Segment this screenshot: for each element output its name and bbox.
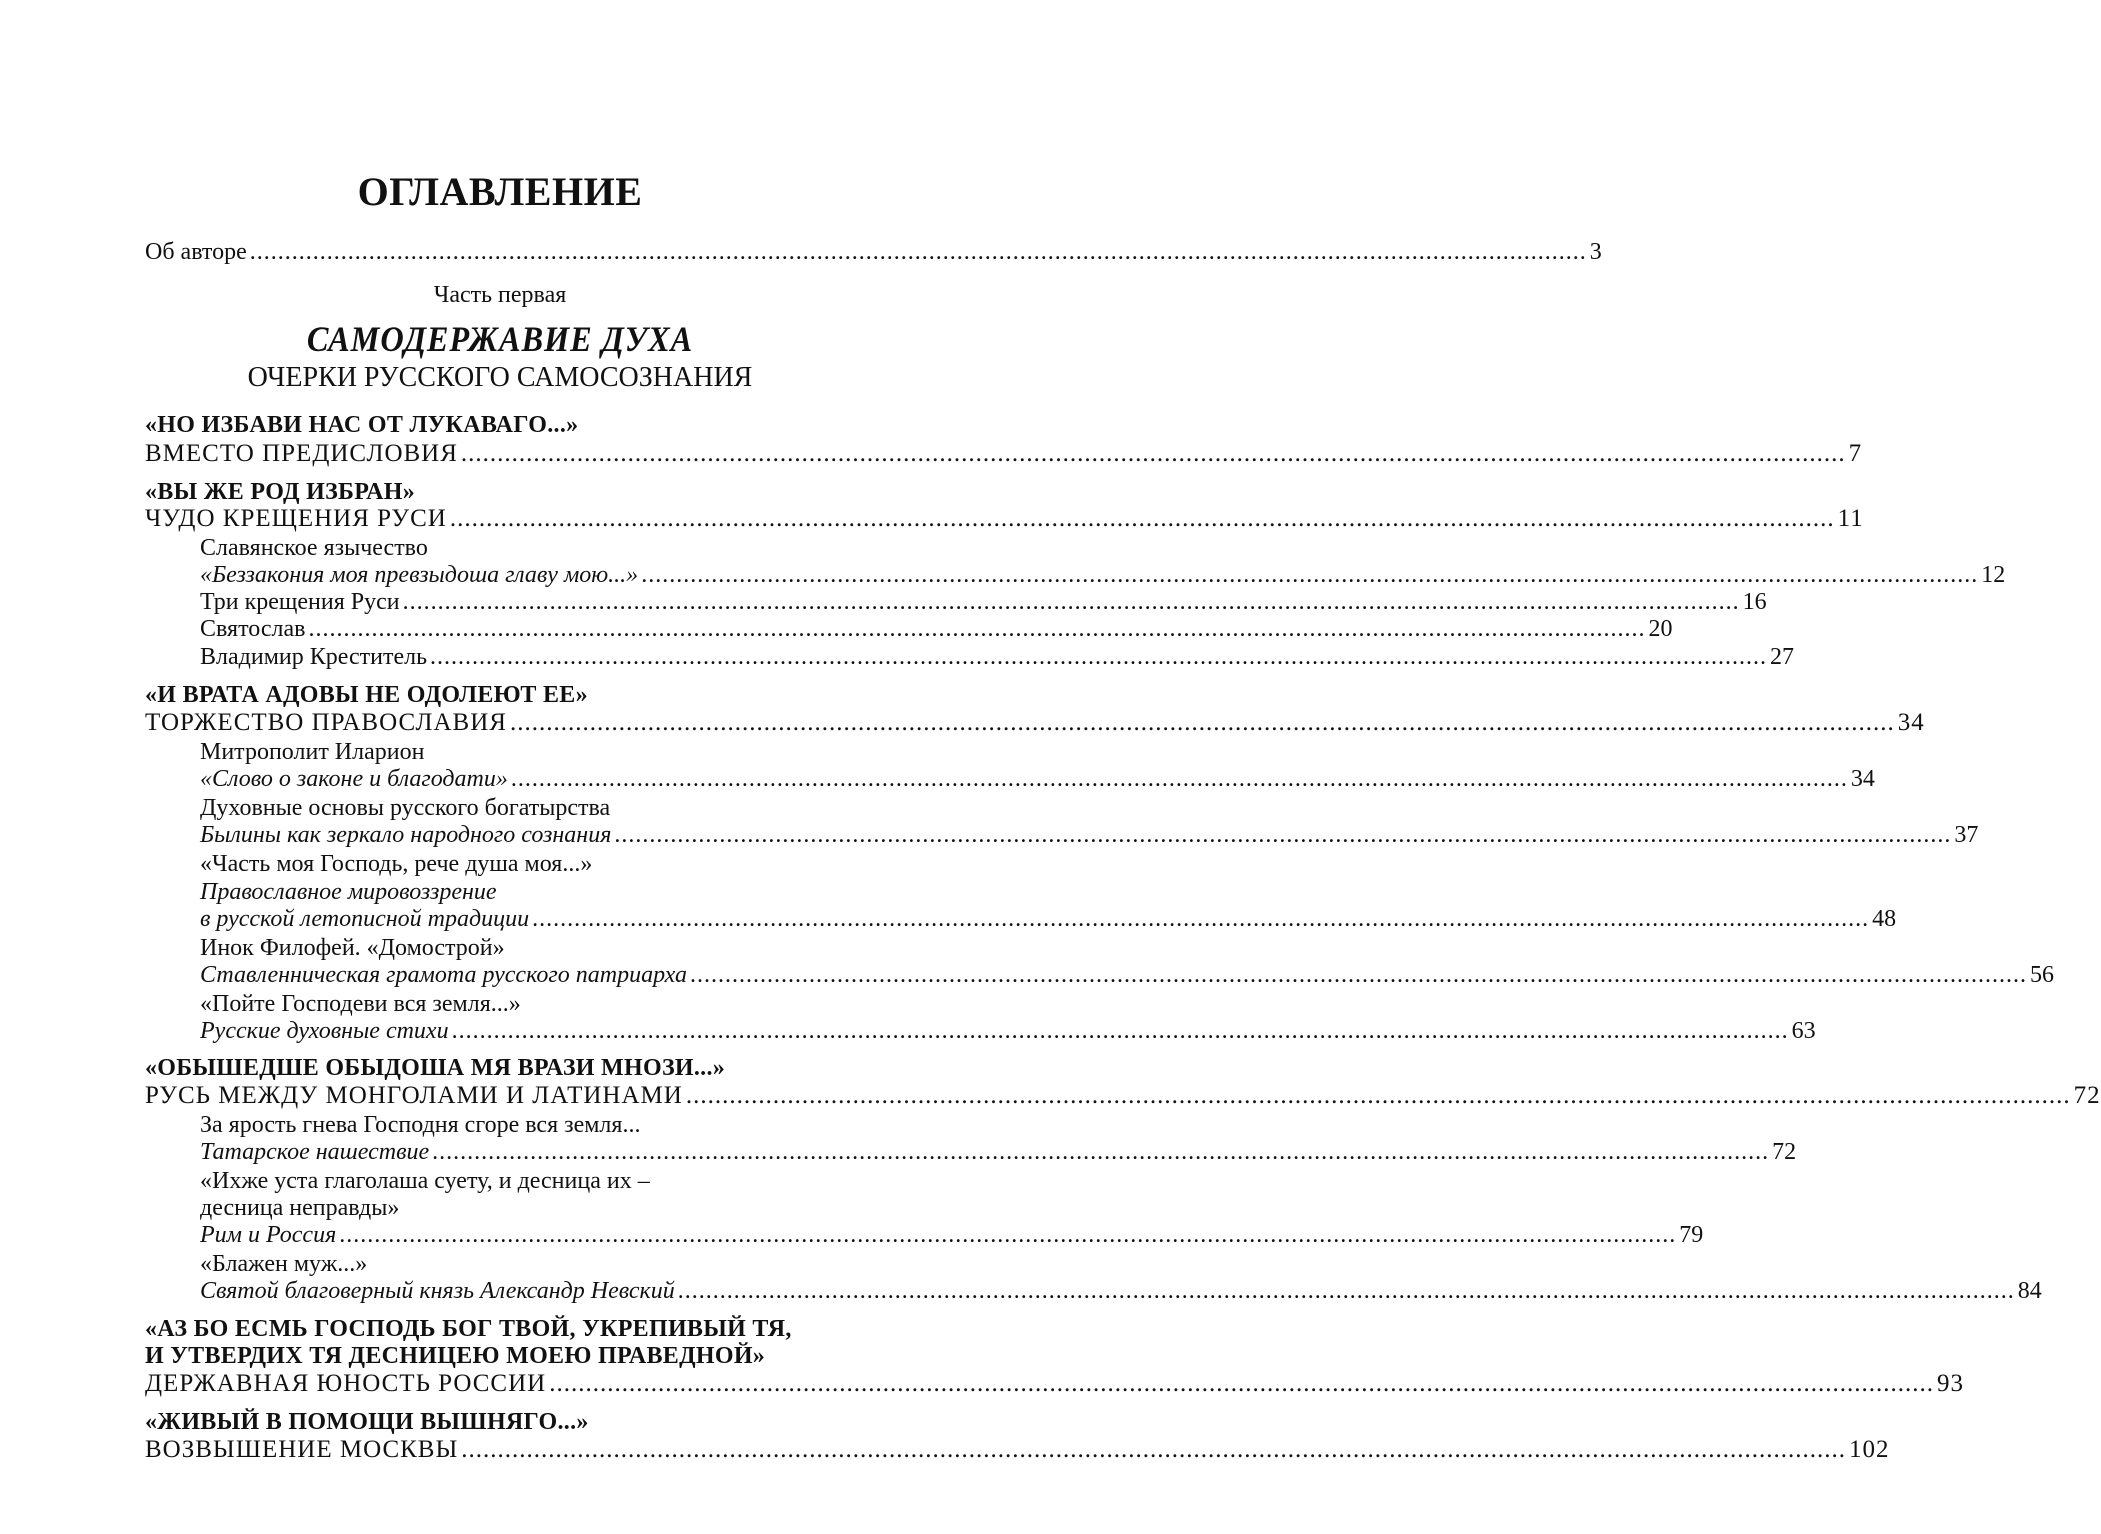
dot-leader: ...............................................................................................................................................................................................: [339, 1222, 1677, 1248]
entry-label: «Слово о законе и благодати»: [200, 766, 508, 792]
subentry-heading: «Блажен муж...»: [200, 1251, 368, 1277]
toc-entry-chapter: [145, 1082, 2101, 1110]
entry-page-number: 72: [1772, 1139, 1797, 1165]
dot-leader: ...............................................................................................................................................................................................: [685, 1082, 2071, 1109]
entry-label: Три крещения Руси: [200, 589, 400, 615]
toc-subentry: [200, 615, 1673, 643]
toc-subentry: [200, 821, 1979, 849]
entry-label: Татарское нашествие: [200, 1139, 430, 1165]
dot-leader: ...............................................................................................................................................................................................: [641, 562, 1979, 588]
entry-page-number: 34: [1850, 766, 1875, 792]
entry-label: Об авторе: [145, 239, 247, 265]
toc-subentry: [200, 961, 2054, 989]
entry-page-number: 72: [2073, 1082, 2101, 1109]
toc-subentry: [200, 765, 1875, 793]
section-heading: «ВЫ ЖЕ РОД ИЗБРАН»: [145, 479, 416, 505]
part-subtitle: ОЧЕРКИ РУССКОГО САМОСОЗНАНИЯ: [247, 362, 753, 393]
section-heading: И УТВЕРДИХ ТЯ ДЕСНИЦЕЮ МОЕЮ ПРАВЕДНОЙ»: [145, 1343, 766, 1369]
entry-label: Ставленническая грамота русского патриарха: [200, 962, 687, 988]
part-label: Часть первая: [433, 282, 567, 308]
dot-leader: ...............................................................................................................................................................................................: [689, 962, 2027, 988]
page-title: ОГЛАВЛЕНИЕ: [357, 169, 643, 214]
entry-label: Владимир Креститель: [200, 644, 428, 670]
entry-label: РУСЬ МЕЖДУ МОНГОЛАМИ И ЛАТИНАМИ: [145, 1082, 683, 1109]
toc-subentry: [200, 588, 1767, 616]
entry-page-number: 63: [1791, 1018, 1816, 1044]
entry-label: ВМЕСТО ПРЕДИСЛОВИЯ: [145, 440, 458, 467]
entry-label: ДЕРЖАВНАЯ ЮНОСТЬ РОССИИ: [145, 1370, 547, 1397]
subentry-heading: Православное мировоззрение: [200, 879, 497, 905]
part-title: САМОДЕРЖАВИЕ ДУХА: [306, 319, 694, 359]
entry-page-number: 102: [1849, 1436, 1890, 1463]
section-heading: «АЗ БО ЕСМЬ ГОСПОДЬ БОГ ТВОЙ, УКРЕПИВЫЙ ТЯ,: [145, 1316, 792, 1342]
entry-page-number: 20: [1648, 616, 1673, 642]
toc-subentry: [200, 905, 1897, 933]
entry-label: Былины как зеркало народного сознания: [200, 822, 612, 848]
subentry-heading: «Часть моя Господь, рече душа моя...»: [200, 851, 593, 877]
toc-entry-chapter: [145, 1370, 1964, 1398]
toc-subentry: [200, 1017, 1816, 1045]
toc-entry-chapter: [145, 1436, 1890, 1464]
dot-leader: ...............................................................................................................................................................................................: [549, 1370, 1934, 1397]
entry-page-number: 27: [1770, 644, 1795, 670]
entry-page-number: 48: [1872, 906, 1897, 932]
entry-page-number: 16: [1742, 589, 1767, 615]
toc-entry-chapter: [145, 440, 1863, 468]
subentry-heading: десница неправды»: [200, 1195, 400, 1221]
entry-page-number: 7: [1848, 440, 1863, 467]
dot-leader: ...............................................................................................................................................................................................: [432, 1139, 1770, 1165]
entry-page-number: 84: [2017, 1278, 2042, 1304]
entry-label: Русские духовные стихи: [200, 1018, 449, 1044]
toc-subentry: [200, 1138, 1797, 1166]
section-heading: «И ВРАТА АДОВЫ НЕ ОДОЛЕЮТ ЕЕ»: [145, 682, 588, 708]
toc-entry-chapter: [145, 709, 1925, 737]
section-heading: «НО ИЗБАВИ НАС ОТ ЛУКАВАГО...»: [145, 412, 579, 438]
entry-page-number: 11: [1837, 505, 1864, 532]
entry-page-number: 56: [2029, 962, 2054, 988]
entry-label: Рим и Россия: [200, 1222, 337, 1248]
subentry-heading: Митрополит Иларион: [200, 739, 425, 765]
entry-page-number: 79: [1679, 1222, 1704, 1248]
subentry-heading: Славянское язычество: [200, 535, 428, 561]
dot-leader: ...............................................................................................................................................................................................: [677, 1278, 2015, 1304]
entry-page-number: 93: [1936, 1370, 1964, 1397]
toc-subentry: [200, 561, 2006, 589]
dot-leader: ...............................................................................................................................................................................................: [449, 505, 1835, 532]
toc-entry-about: [145, 238, 1602, 266]
entry-label: Святослав: [200, 616, 306, 642]
dot-leader: ...............................................................................................................................................................................................: [532, 906, 1870, 932]
toc-subentry: [200, 643, 1795, 671]
section-heading: «ЖИВЫЙ В ПОМОЩИ ВЫШНЯГО...»: [145, 1409, 589, 1435]
dot-leader: ...............................................................................................................................................................................................: [461, 1436, 1847, 1463]
entry-label: ЧУДО КРЕЩЕНИЯ РУСИ: [145, 505, 447, 532]
subentry-heading: За ярость гнева Господня сгоре вся земля...: [200, 1112, 641, 1138]
entry-label: «Беззакония моя превзыдоша главу мою...»: [200, 562, 639, 588]
entry-label: в русской летописной традиции: [200, 906, 530, 932]
entry-page-number: 12: [1981, 562, 2006, 588]
entry-page-number: 37: [1954, 822, 1979, 848]
entry-label: ТОРЖЕСТВО ПРАВОСЛАВИЯ: [145, 709, 507, 736]
dot-leader: ...............................................................................................................................................................................................: [249, 239, 1587, 265]
subentry-heading: Инок Филофей. «Домострой»: [200, 935, 505, 961]
subentry-heading: «Ихже уста глаголаша суету, и десница их –: [200, 1168, 650, 1194]
subentry-heading: «Пойте Господеви вся земля...»: [200, 991, 521, 1017]
entry-label: Святой благоверный князь Александр Невский: [200, 1278, 675, 1304]
toc-entry-chapter: [145, 505, 1864, 533]
dot-leader: ...............................................................................................................................................................................................: [614, 822, 1952, 848]
dot-leader: ...............................................................................................................................................................................................: [510, 766, 1848, 792]
dot-leader: ...............................................................................................................................................................................................: [451, 1018, 1789, 1044]
entry-label: ВОЗВЫШЕНИЕ МОСКВЫ: [145, 1436, 459, 1463]
section-heading: «ОБЫШЕДШЕ ОБЫДОША МЯ ВРАЗИ МНОЗИ...»: [145, 1055, 726, 1081]
entry-page-number: 3: [1589, 239, 1602, 265]
dot-leader: ...............................................................................................................................................................................................: [402, 589, 1740, 615]
dot-leader: ...............................................................................................................................................................................................: [308, 616, 1646, 642]
entry-page-number: 34: [1897, 709, 1925, 736]
subentry-heading: Духовные основы русского богатырства: [200, 795, 611, 821]
dot-leader: ...............................................................................................................................................................................................: [430, 644, 1768, 670]
toc-subentry: [200, 1221, 1704, 1249]
toc-subentry: [200, 1277, 2042, 1305]
dot-leader: ...............................................................................................................................................................................................: [509, 709, 1895, 736]
dot-leader: ...............................................................................................................................................................................................: [460, 440, 1846, 467]
